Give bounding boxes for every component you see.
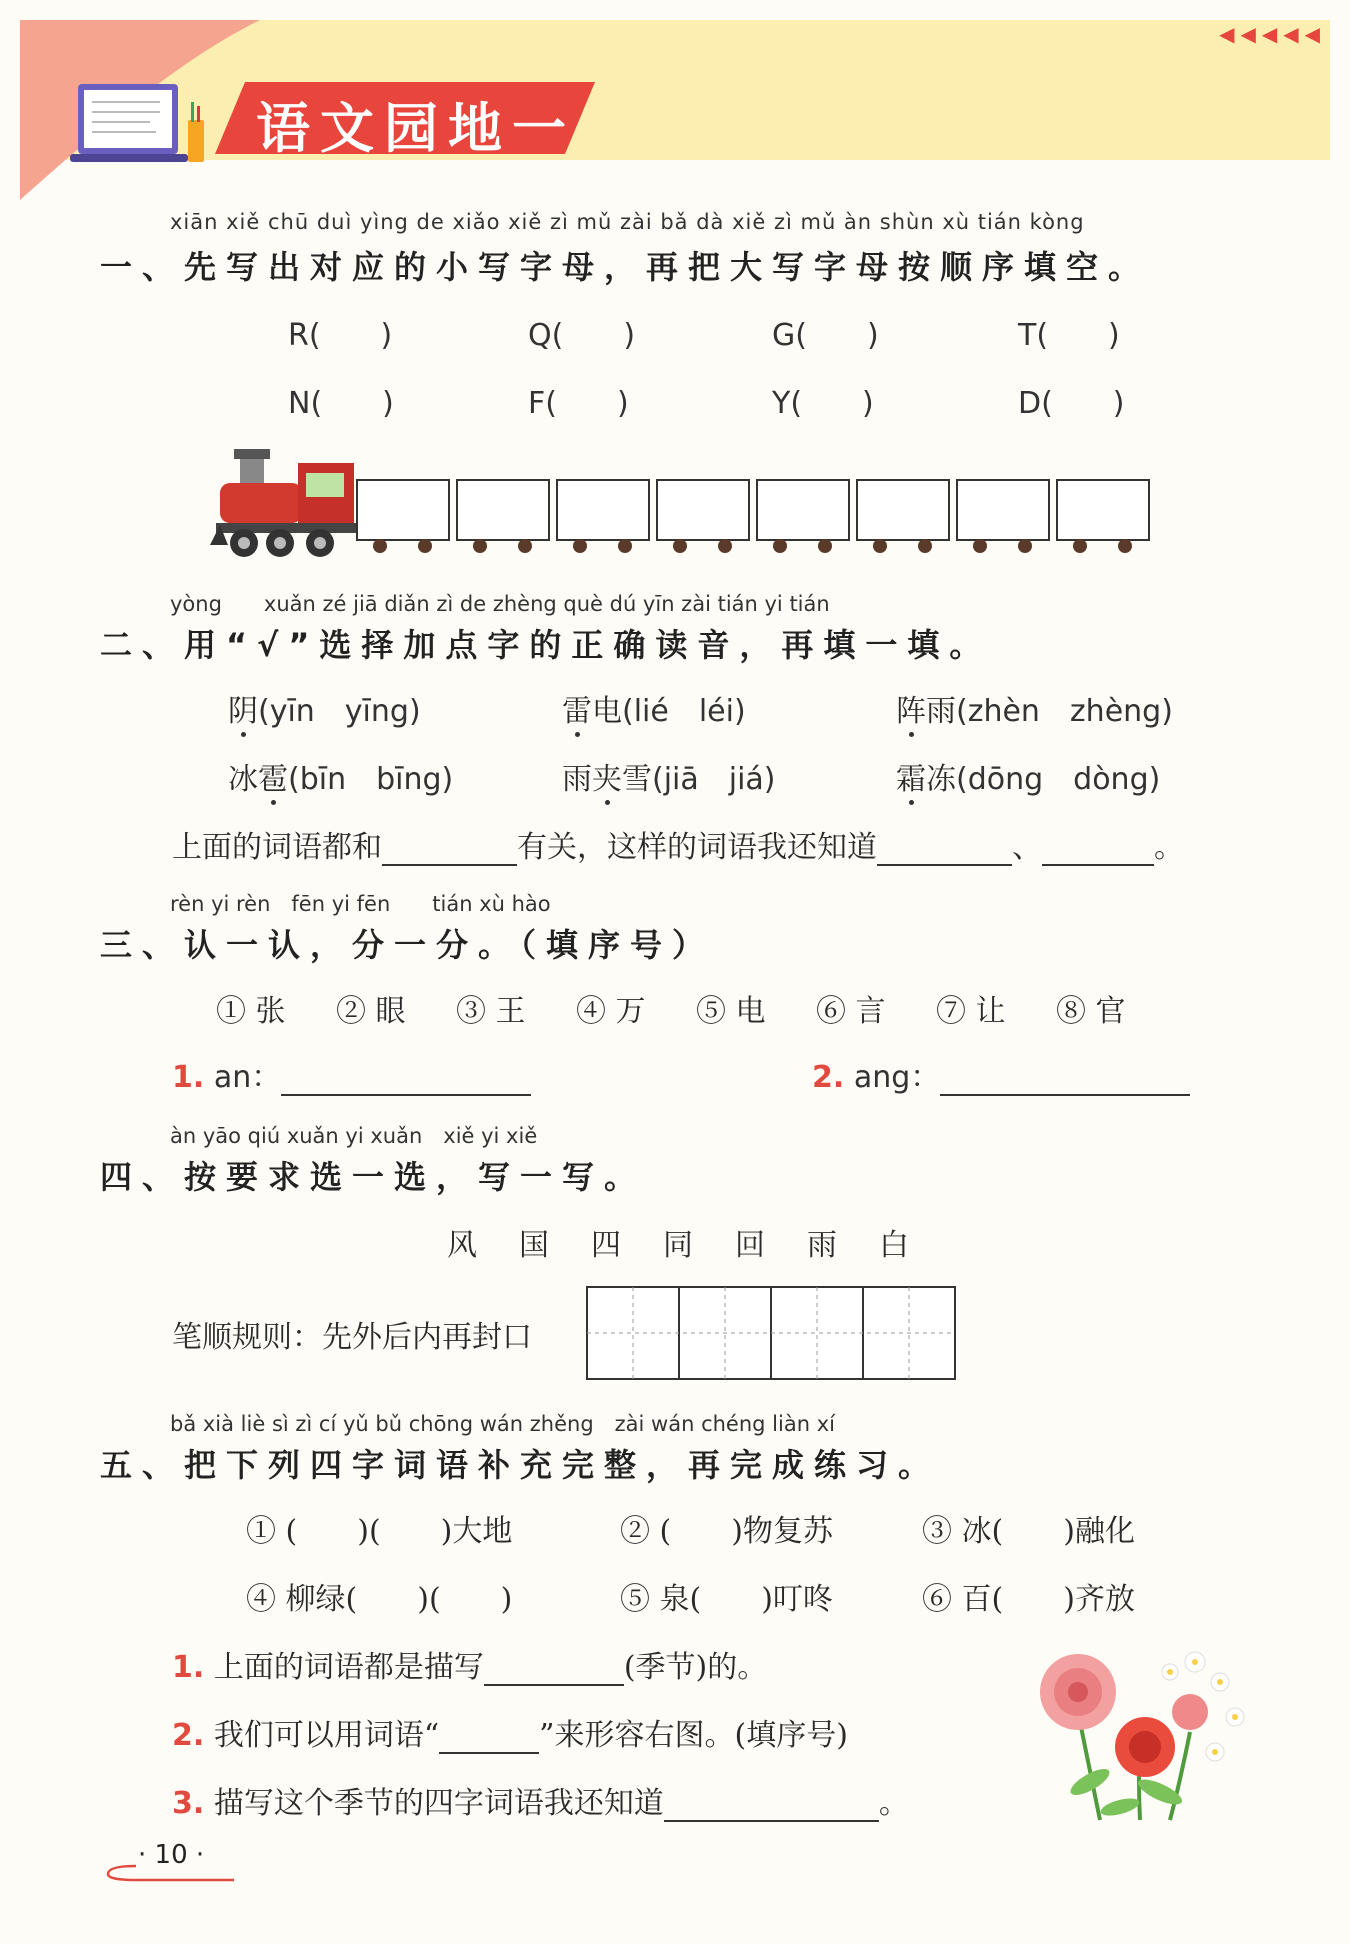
char-option-5: ⑤ 电 <box>696 994 766 1029</box>
letter-blank-y[interactable]: Y( ) <box>772 386 874 421</box>
idiom-item-1[interactable]: ① ( )( )大地 <box>246 1514 513 1549</box>
letter-blank-f[interactable]: F( ) <box>528 386 629 421</box>
season-question: 1. 上面的词语都是描写 (季节)的。 <box>172 1650 768 1685</box>
letter-blank-n[interactable]: N( ) <box>288 386 394 421</box>
char-option-8: ⑧ 官 <box>1056 994 1126 1029</box>
page-title: 语文园地一 <box>256 97 576 160</box>
weather-blank[interactable] <box>382 830 517 866</box>
train-carriages <box>355 478 1155 556</box>
ang-question: 2. ang： <box>812 1052 1190 1096</box>
select-char-1: 风 <box>447 1228 477 1263</box>
laptop-icon <box>70 80 210 170</box>
section2-heading: 二、用“√”选择加点字的正确读音，再填一填。 <box>100 626 992 664</box>
select-char-7: 白 <box>879 1228 909 1263</box>
word-blank-1[interactable] <box>877 830 1012 866</box>
ang-answer-blank[interactable] <box>940 1060 1190 1096</box>
picture-word-blank[interactable] <box>439 1718 539 1754</box>
pronunciation-item-3[interactable]: 阵雨(zhèn zhèng) <box>896 694 1173 729</box>
pronunciation-item-4[interactable]: 冰雹(bīn bīng) <box>228 762 454 797</box>
idiom-item-3[interactable]: ③ 冰( )融化 <box>922 1514 1135 1549</box>
pronunciation-item-6[interactable]: 霜冻(dōng dòng) <box>896 762 1161 797</box>
select-char-4: 同 <box>663 1228 693 1263</box>
section4-pinyin: àn yāo qiú xuǎn yi xuǎn xiě yi xiě <box>170 1124 538 1148</box>
select-char-6: 雨 <box>807 1228 837 1263</box>
section5-heading: 五、把下列四字词语补充完整，再完成练习。 <box>100 1446 941 1484</box>
page-number: · 10 · <box>138 1840 205 1870</box>
section3-heading: 三、认一认，分一分。（填序号） <box>100 926 715 964</box>
section2-fill-sentence: 上面的词语都和 有关，这样的词语我还知道 、 。 <box>172 830 1184 865</box>
section2-pinyin: yòng xuǎn zé jiā diǎn zì de zhèng què dú yīn zài tián yi tián <box>170 592 830 616</box>
idiom-item-6[interactable]: ⑥ 百( )齐放 <box>922 1582 1135 1617</box>
an-answer-blank[interactable] <box>281 1060 531 1096</box>
stroke-order-rule: 笔顺规则：先外后内再封口 <box>172 1320 532 1355</box>
pronunciation-item-2[interactable]: 雷电(lié léi) <box>562 694 746 729</box>
char-option-2: ② 眼 <box>336 994 406 1029</box>
arrow-decoration-icon: ◀◀◀◀◀ <box>1219 22 1326 46</box>
more-idioms-blank[interactable] <box>664 1786 879 1822</box>
idiom-item-4[interactable]: ④ 柳绿( )( ) <box>246 1582 513 1617</box>
season-blank[interactable] <box>484 1650 624 1686</box>
letter-blank-g[interactable]: G( ) <box>772 318 879 353</box>
train-engine-icon <box>210 445 360 560</box>
select-char-3: 四 <box>591 1228 621 1263</box>
pronunciation-item-1[interactable]: 阴(yīn yīng) <box>228 694 421 729</box>
idiom-item-2[interactable]: ② ( )物复苏 <box>620 1514 833 1549</box>
select-char-2: 国 <box>519 1228 549 1263</box>
char-option-4: ④ 万 <box>576 994 646 1029</box>
more-idioms-question: 3. 描写这个季节的四字词语我还知道 。 <box>172 1786 909 1821</box>
char-option-1: ① 张 <box>216 994 286 1029</box>
section3-pinyin: rèn yi rèn fēn yi fēn tián xù hào <box>170 892 551 916</box>
section1-heading: 一、先写出对应的小写字母，再把大写字母按顺序填空。 <box>100 248 1151 286</box>
letter-blank-d[interactable]: D( ) <box>1018 386 1125 421</box>
char-option-6: ⑥ 言 <box>816 994 886 1029</box>
writing-grid[interactable] <box>586 1286 956 1382</box>
pronunciation-item-5[interactable]: 雨夹雪(jiā jiá) <box>562 762 776 797</box>
section5-pinyin: bǎ xià liè sì zì cí yǔ bǔ chōng wán zhěng zài wán chéng liàn xí <box>170 1412 835 1436</box>
flowers-illustration-icon <box>1020 1632 1260 1822</box>
section1-pinyin: xiān xiě chū duì yìng de xiǎo xiě zì mǔ zài bǎ dà xiě zì mǔ àn shùn xù tián kòng <box>170 210 1085 234</box>
letter-blank-r[interactable]: R( ) <box>288 318 393 353</box>
word-blank-2[interactable] <box>1042 830 1154 866</box>
select-char-5: 回 <box>735 1228 765 1263</box>
section4-heading: 四、按要求选一选，写一写。 <box>100 1158 647 1196</box>
char-option-7: ⑦ 让 <box>936 994 1006 1029</box>
idiom-item-5[interactable]: ⑤ 泉( )叮咚 <box>620 1582 833 1617</box>
describe-picture-question: 2. 我们可以用词语“ ”来形容右图。(填序号) <box>172 1718 848 1753</box>
letter-blank-t[interactable]: T( ) <box>1018 318 1120 353</box>
letter-blank-q[interactable]: Q( ) <box>528 318 636 353</box>
char-option-3: ③ 王 <box>456 994 526 1029</box>
an-question: 1. an： <box>172 1052 531 1096</box>
